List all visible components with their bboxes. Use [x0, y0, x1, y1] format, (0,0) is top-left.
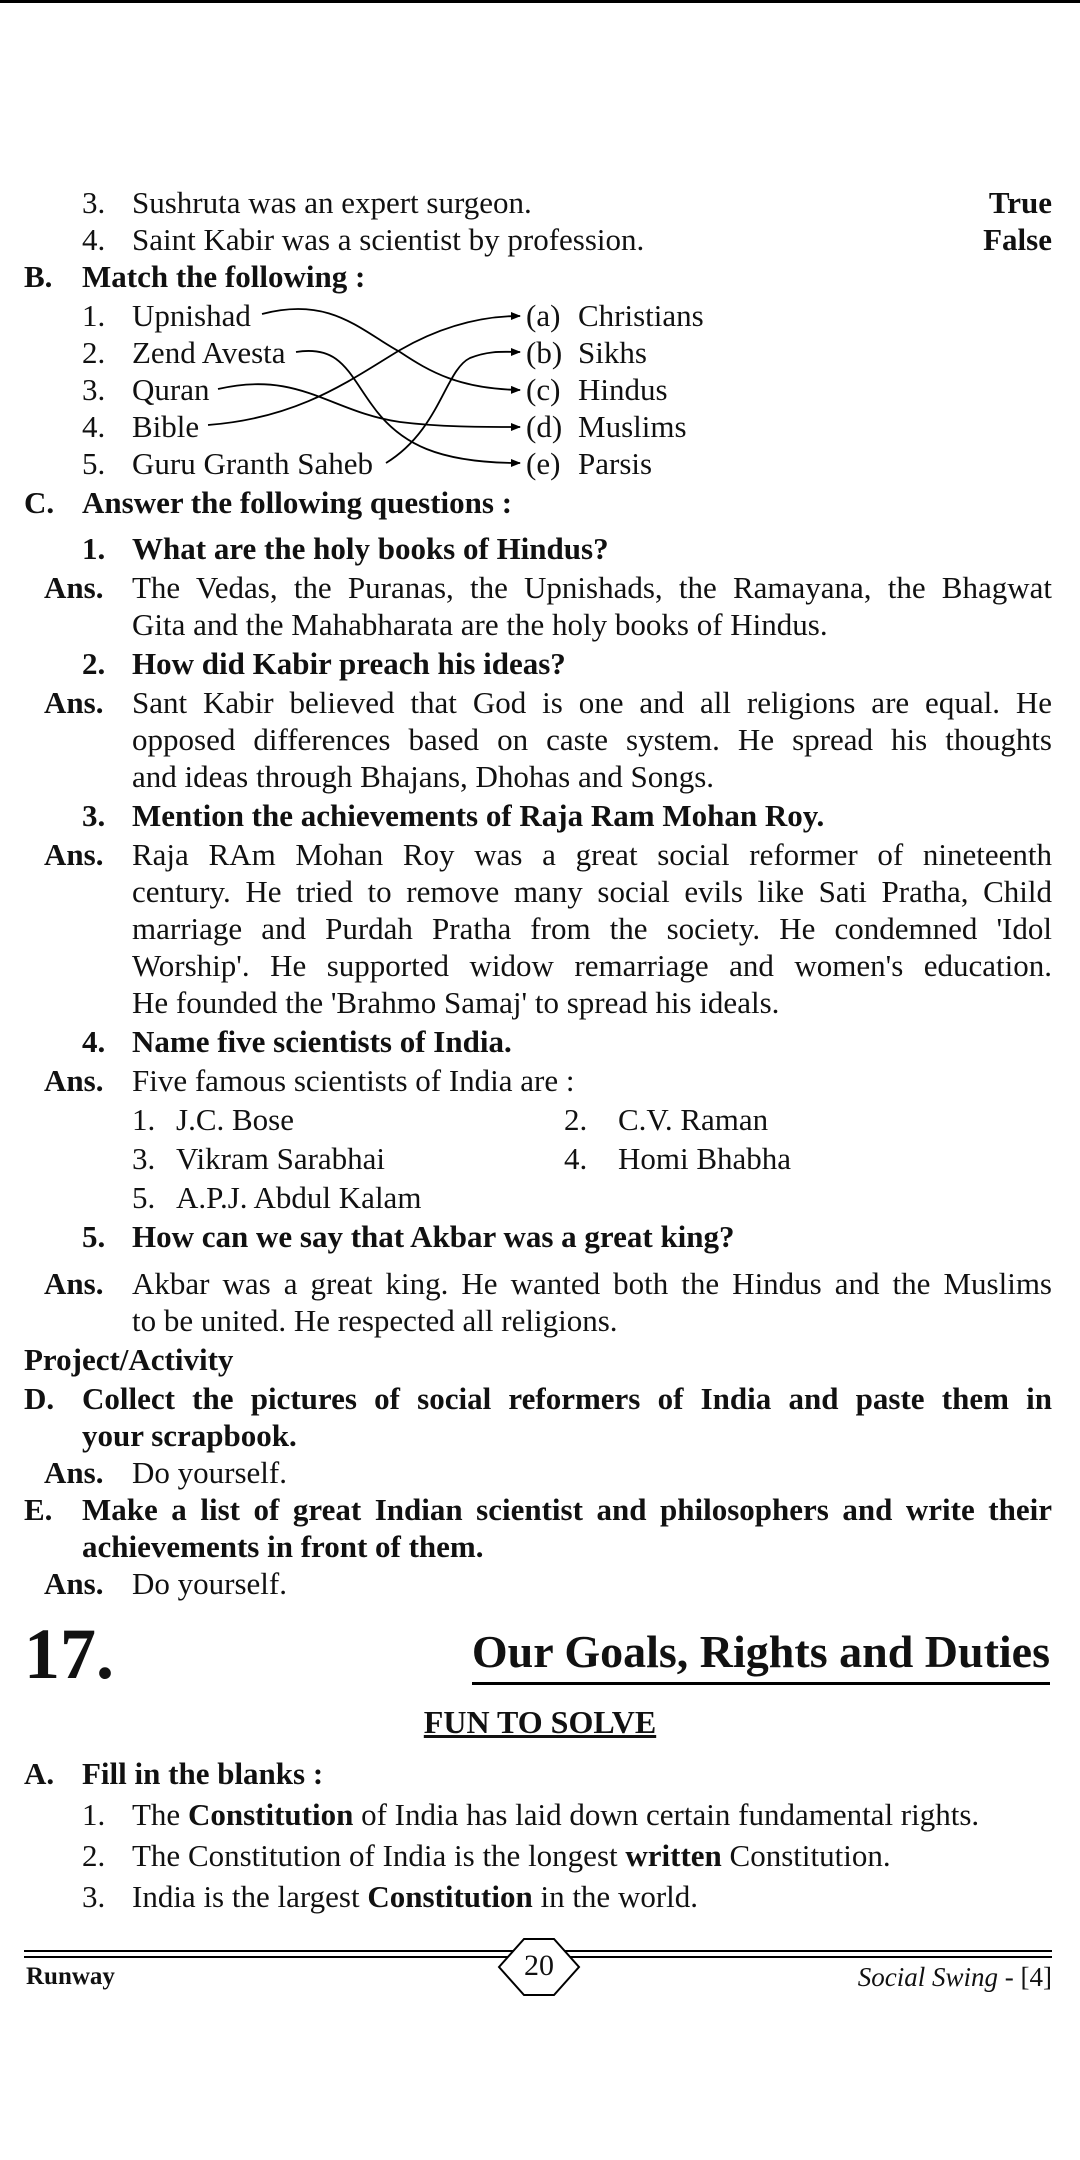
footer-book-title [858, 1962, 1052, 1992]
statement-text: Sushruta was an expert surgeon. [132, 185, 532, 220]
match-right-letter: (e) [526, 446, 561, 481]
fill-blank-answer: Constitution [367, 1879, 533, 1914]
answer-line: Sant Kabir believed that God is one and all religions are equal. He [132, 685, 1052, 720]
project-heading: Project/Activity [24, 1342, 234, 1377]
footer-book-name: Social Swing [857, 1962, 999, 1992]
question-text: How did Kabir preach his ideas? [132, 646, 566, 681]
question-text: How can we say that Akbar was a great king? [132, 1219, 735, 1254]
scientist-name: Vikram Sarabhai [176, 1141, 386, 1176]
question-num: 1. [82, 531, 106, 566]
section-letter: D. [24, 1381, 55, 1416]
match-left-num: 1. [82, 298, 106, 333]
section-letter: B. [24, 259, 53, 294]
match-arrow-upnishad-hindus [262, 309, 520, 390]
ans-label: Ans. [44, 685, 104, 720]
question-num: 4. [82, 1024, 106, 1059]
fill-blank-answer: written [625, 1838, 722, 1873]
question-num: 5. [82, 1219, 106, 1254]
scientist-num: 1. [132, 1102, 156, 1137]
subheading-text: FUN TO SOLVE [423, 1704, 657, 1740]
task-line: achievements in front of them. [82, 1529, 484, 1564]
scientist-name: A.P.J. Abdul Kalam [176, 1180, 422, 1215]
scientist-num: 3. [132, 1141, 156, 1176]
chapter-number: 17. [24, 1614, 114, 1694]
scientist-name: J.C. Bose [176, 1102, 294, 1137]
scientist-num: 5. [132, 1180, 156, 1215]
match-left-item: Upnishad [132, 298, 251, 333]
ans-label: Ans. [44, 1063, 104, 1098]
match-right-item: Christians [578, 298, 704, 333]
section-letter: E. [24, 1492, 53, 1527]
statement-text: Saint Kabir was a scientist by profession. [132, 222, 645, 257]
task-line: Make a list of great Indian scientist and philosophers and write their [82, 1492, 1052, 1527]
answer-line: Akbar was a great king. He wanted both the Hindus and the Muslims [132, 1266, 1052, 1301]
fill-blank-sentence [132, 1796, 979, 1834]
page-number: 20 [524, 1949, 554, 1982]
answer-line: He founded the 'Brahmo Samaj' to spread his ideals. [132, 985, 780, 1020]
answer-line: Do yourself. [132, 1566, 287, 1601]
fill-blank-answer: Constitution [187, 1797, 354, 1832]
answer-line: Gita and the Mahabharata are the holy books of Hindus. [132, 607, 828, 642]
ans-label: Ans. [44, 1266, 104, 1301]
question-num: 3. [82, 798, 106, 833]
answer-line: The Vedas, the Puranas, the Upnishads, the Ramayana, the Bhagwat [132, 570, 1052, 605]
answer-line: opposed differences based on caste system. He spread his thoughts [132, 722, 1052, 757]
match-right-letter: (c) [526, 372, 561, 407]
ans-label: Ans. [44, 570, 104, 605]
match-right-item: Sikhs [578, 335, 647, 370]
answer-line: to be united. He respected all religions. [132, 1303, 618, 1338]
match-right-item: Muslims [578, 409, 687, 444]
answer-line: Raja RAm Mohan Roy was a great social reformer of nineteenth [132, 837, 1052, 872]
scientist-name: Homi Bhabha [618, 1141, 792, 1176]
footer-book-suffix: - [4] [998, 1962, 1052, 1992]
scientist-num: 2. [564, 1102, 588, 1137]
list-num: 4. [82, 222, 106, 257]
question-text: Name five scientists of India. [132, 1024, 512, 1059]
fill-blank-sentence [132, 1878, 698, 1916]
section-title: Answer the following questions : [82, 485, 513, 520]
task-line: Collect the pictures of social reformers of India and paste them in [82, 1381, 1052, 1416]
subheading [0, 1702, 1080, 1742]
question-text: What are the holy books of Hindus? [132, 531, 609, 566]
answer-line: Worship'. He supported widow remarriage and women's education. [132, 948, 1052, 983]
answer-line: marriage and Purdah Pratha from the society. He condemned 'Idol [132, 911, 1052, 946]
list-num: 2. [82, 1838, 106, 1873]
match-left-item: Quran [132, 372, 210, 407]
list-num: 1. [82, 1797, 106, 1832]
match-left-num: 3. [82, 372, 106, 407]
match-left-num: 5. [82, 446, 106, 481]
match-right-item: Parsis [578, 446, 653, 481]
fill-blank-before: The [132, 1797, 188, 1832]
match-left-item: Zend Avesta [132, 335, 286, 370]
match-arrow-quran-muslims [218, 384, 520, 427]
fill-blank-before: India is the largest [132, 1879, 368, 1914]
statement-answer: False [983, 222, 1052, 257]
match-arrow-bible-christians [208, 316, 520, 425]
answer-line: Five famous scientists of India are : [132, 1063, 575, 1098]
list-num: 3. [82, 185, 106, 220]
match-arrow-gurugranth-sikhs [386, 352, 520, 463]
match-left-num: 2. [82, 335, 106, 370]
question-num: 2. [82, 646, 106, 681]
answer-line: century. He tried to remove many social evils like Sati Pratha, Child [132, 874, 1052, 909]
fill-blank-after: Constitution. [721, 1838, 891, 1873]
match-left-item: Guru Granth Saheb [132, 446, 374, 481]
fill-blank-after: in the world. [532, 1879, 699, 1914]
ans-label: Ans. [44, 837, 104, 872]
fill-blank-sentence [132, 1837, 891, 1875]
footer-publisher: Runway [26, 1963, 115, 1990]
section-title: Fill in the blanks : [82, 1756, 324, 1791]
list-num: 3. [82, 1879, 106, 1914]
chapter-title: Our Goals, Rights and Duties [472, 1624, 1050, 1685]
match-right-letter: (a) [526, 298, 561, 333]
ans-label: Ans. [44, 1566, 104, 1601]
fill-blank-after: of India has laid down certain fundamental rights. [353, 1797, 980, 1832]
scientist-name: C.V. Raman [618, 1102, 769, 1137]
task-line: your scrapbook. [82, 1418, 297, 1453]
scientist-num: 4. [564, 1141, 588, 1176]
section-letter: A. [24, 1756, 55, 1791]
statement-answer: True [988, 185, 1052, 220]
section-title: Match the following : [82, 259, 366, 294]
answer-line: Do yourself. [132, 1455, 287, 1490]
match-right-letter: (d) [526, 409, 563, 444]
match-right-item: Hindus [578, 372, 668, 407]
section-letter: C. [24, 485, 55, 520]
match-right-letter: (b) [526, 335, 563, 370]
match-left-item: Bible [132, 409, 200, 444]
answer-line: and ideas through Bhajans, Dhohas and Songs. [132, 759, 715, 794]
question-text: Mention the achievements of Raja Ram Mohan Roy. [132, 798, 825, 833]
ans-label: Ans. [44, 1455, 104, 1490]
fill-blank-before: The Constitution of India is the longest [132, 1838, 626, 1873]
match-left-num: 4. [82, 409, 106, 444]
